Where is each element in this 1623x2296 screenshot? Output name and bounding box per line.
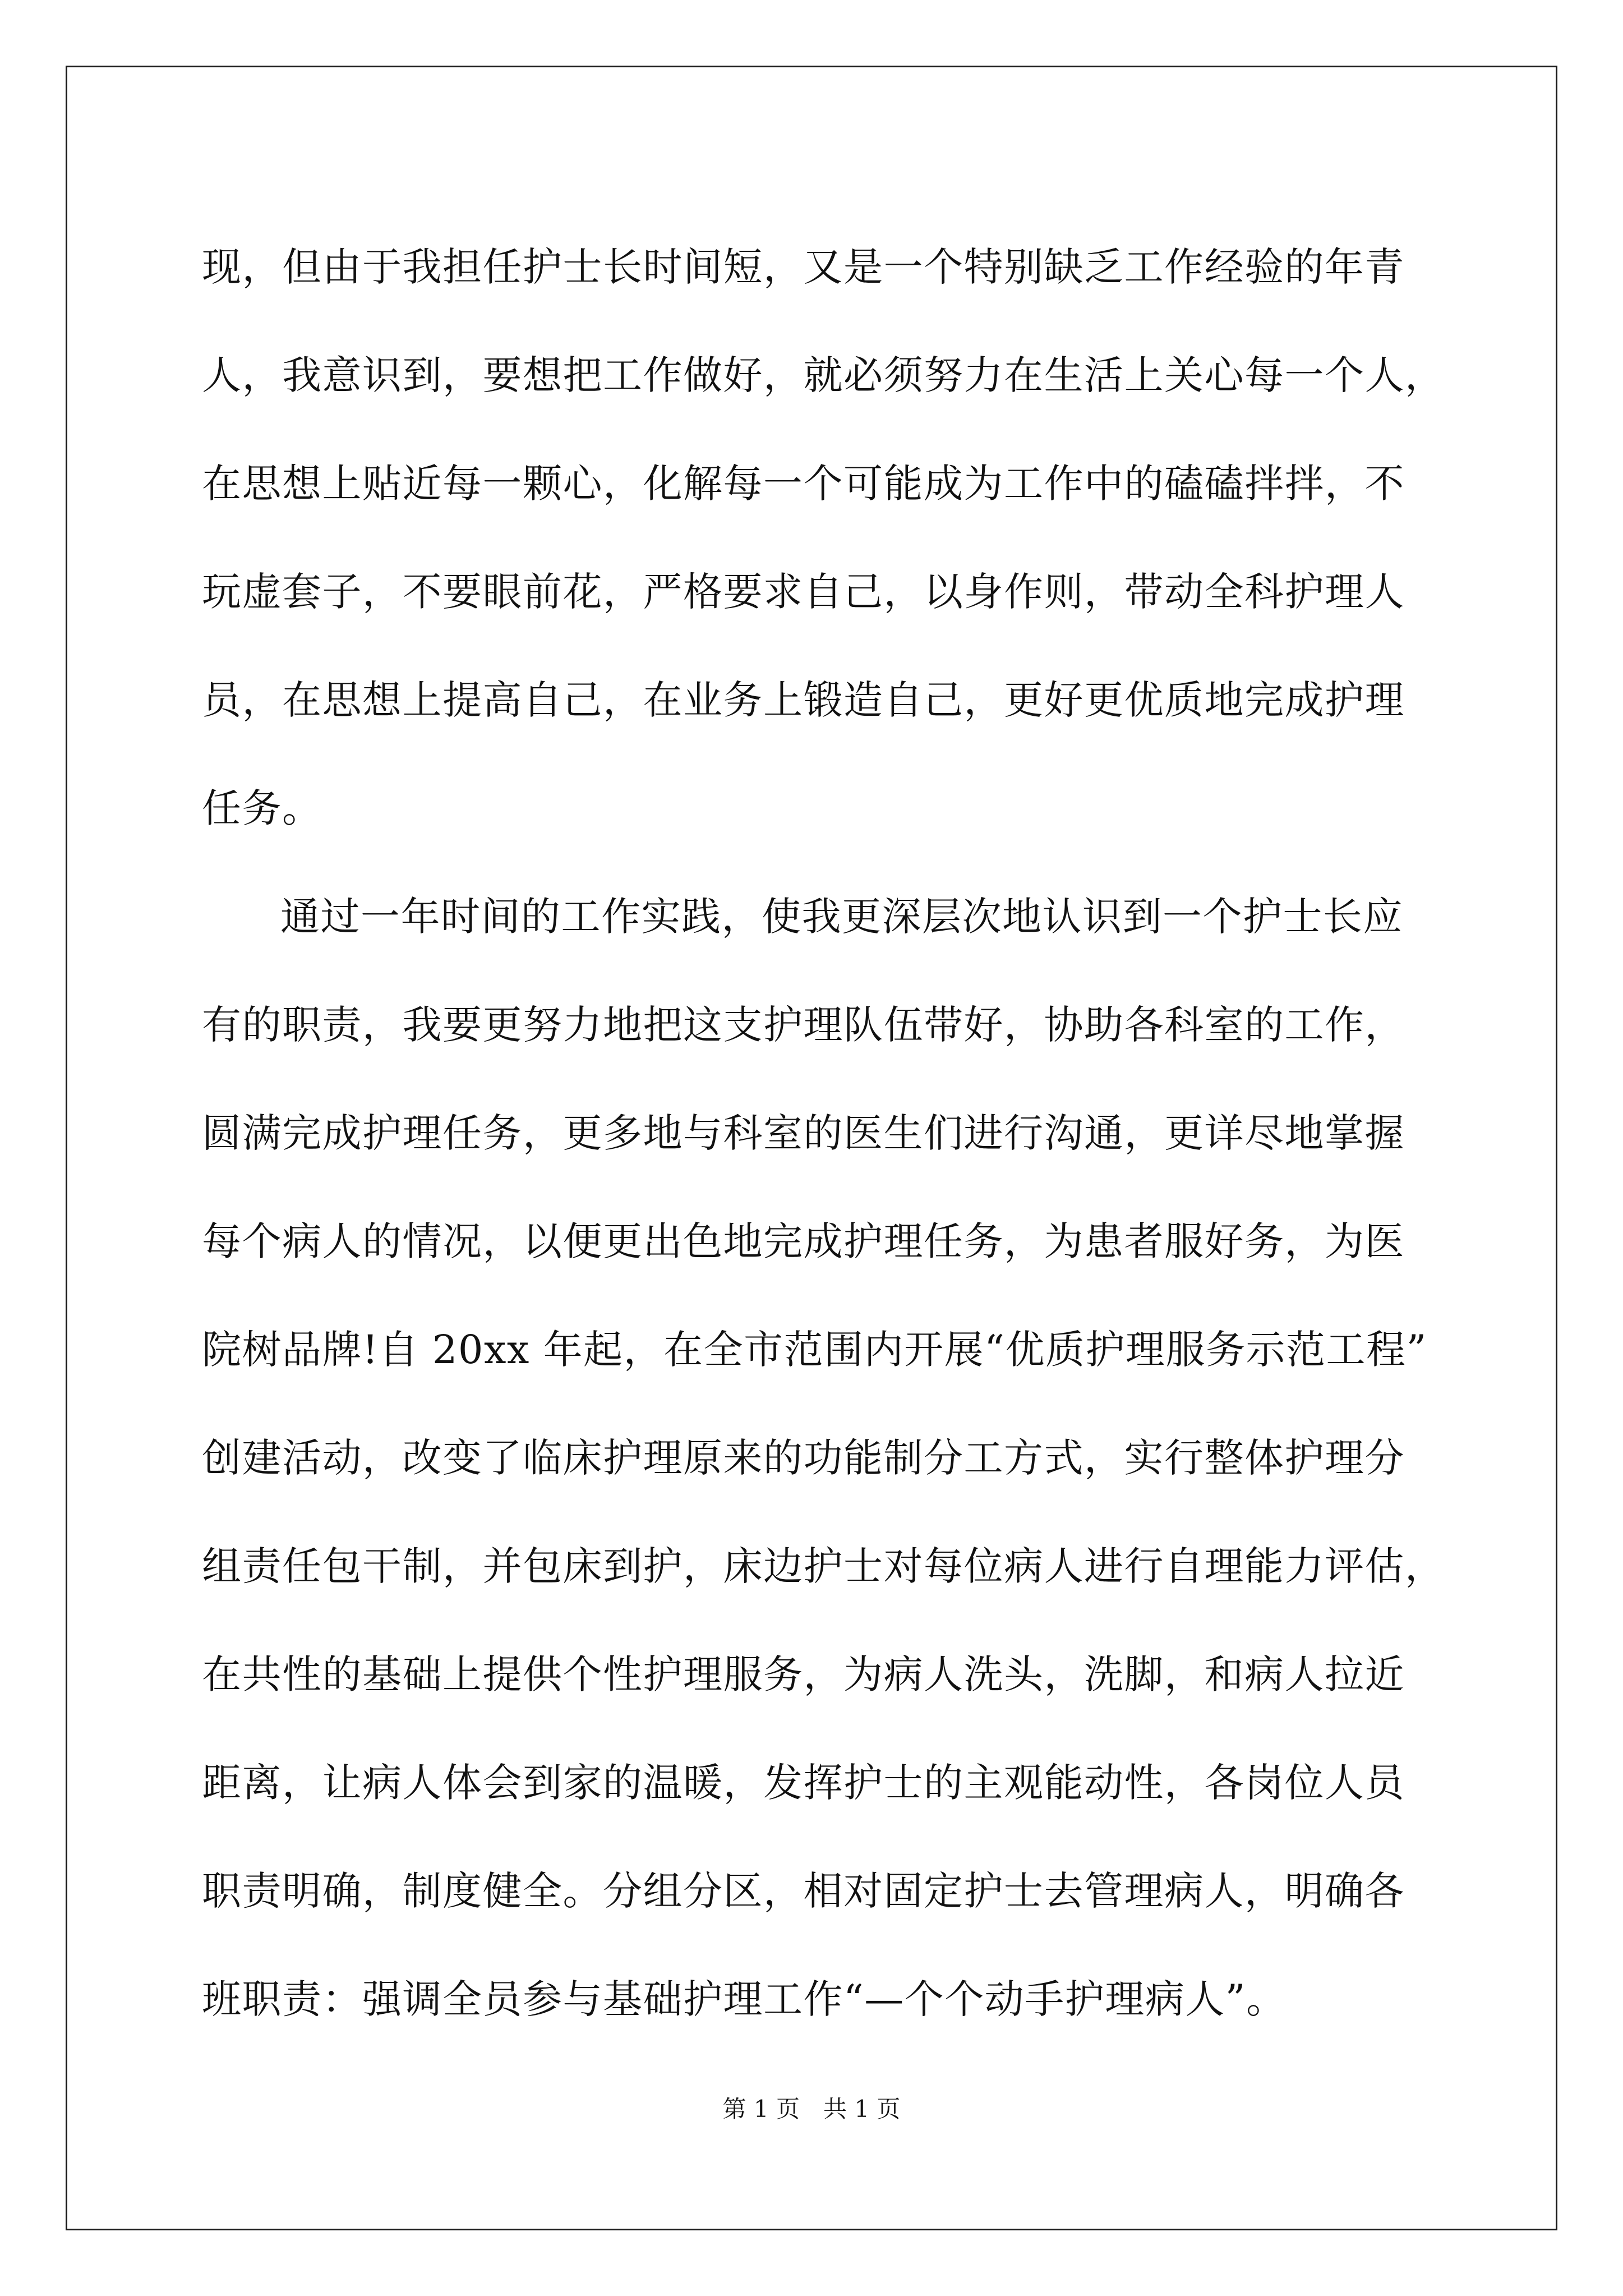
text-line: 距离，让病人体会到家的温暖，发挥护士的主观能动性，各岗位人员 bbox=[202, 1760, 1405, 1806]
text-line: 在共性的基础上提供个性护理服务，为病人洗头，洗脚，和病人拉近 bbox=[202, 1651, 1405, 1697]
text-line: 圆满完成护理任务，更多地与科室的医生们进行沟通，更详尽地掌握 bbox=[202, 1110, 1405, 1156]
text-line: 组责任包干制，并包床到护，床边护士对每位病人进行自理能力评估， bbox=[202, 1543, 1445, 1589]
text-line: 任务。 bbox=[202, 785, 322, 831]
text-line: 在思想上贴近每一颗心，化解每一个可能成为工作中的磕磕拌拌，不 bbox=[202, 461, 1405, 507]
text-line: 院树品牌!自 20xx 年起，在全市范围内开展“优质护理服务示范工程” bbox=[202, 1327, 1427, 1373]
text-line: 班职责：强调全员参与基础护理工作“—个个动手护理病人”。 bbox=[202, 1976, 1287, 2022]
text-line: 有的职责，我要更努力地把这支护理队伍带好，协助各科室的工作， bbox=[202, 1002, 1405, 1048]
document-body bbox=[202, 213, 1445, 2054]
text-line: 人，我意识到，要想把工作做好，就必须努力在生活上关心每一个人， bbox=[202, 352, 1445, 398]
text-line: 每个病人的情况，以便更出色地完成护理任务，为患者服好务，为医 bbox=[202, 1218, 1405, 1264]
text-line: 员，在思想上提高自己，在业务上锻造自己，更好更优质地完成护理 bbox=[202, 677, 1405, 723]
text-line: 现，但由于我担任护士长时间短，又是一个特别缺乏工作经验的年青 bbox=[202, 244, 1405, 290]
paragraph-start-line: 通过一年时间的工作实践，使我更深层次地认识到一个护士长应 bbox=[280, 894, 1403, 940]
text-line: 创建活动，改变了临床护理原来的功能制分工方式，实行整体护理分 bbox=[202, 1435, 1405, 1481]
page-footer: 第 1 页 共 1 页 bbox=[722, 2095, 901, 2123]
text-line: 玩虚套子，不要眼前花，严格要求自己，以身作则，带动全科护理人 bbox=[202, 569, 1405, 615]
text-line: 职责明确，制度健全。分组分区，相对固定护士去管理病人，明确各 bbox=[202, 1868, 1405, 1914]
